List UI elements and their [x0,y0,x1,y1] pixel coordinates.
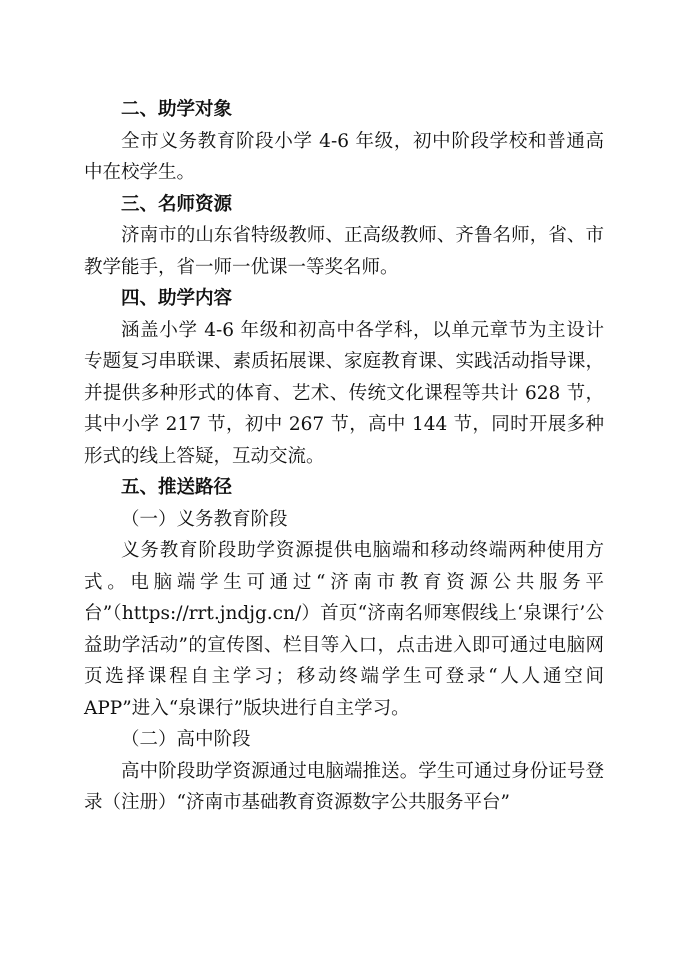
subheading-high-school: （二）高中阶段 [121,729,251,750]
paragraph-assist-content: 涵盖小学 4-6 年级和初高中各学科，以单元章节为主设计专题复习串联课、素质拓展课、家庭教育课、实践活动指导课，并提供多种形式的体育、艺术、传统文化课程等共计 628 节，其中小学 217 节，初中 267 节，高中 144 节，同时开展多种形式的线上答疑，互动交流。 [84,319,604,467]
section-heading-assist-target: 二、助学对象 [121,99,233,120]
paragraph-compulsory-education: 义务教育阶段助学资源提供电脑端和移动终端两种使用方式。电脑端学生可通过“济南市教育资源公共服务平台”（https://rrt.jndjg.cn/）首页“济南名师寒假线上‘泉课行’公益助学活动”的宣传图、栏目等入口，点击进入即可通过电脑网页选择课程自主学习；移动终端学生可登录“人人通空间 APP”进入“泉课行”版块进行自主学习。 [84,540,604,719]
section-heading-delivery-path: 五、推送路径 [121,477,233,498]
document-page [84,94,604,819]
paragraph-assist-target: 全市义务教育阶段小学 4-6 年级，初中阶段学校和普通高中在校学生。 [84,130,604,183]
section-heading-teacher-resources: 三、名师资源 [121,193,233,215]
section-heading-assist-content: 四、助学内容 [121,288,233,309]
subheading-compulsory-education: （一）义务教育阶段 [121,508,288,530]
paragraph-teacher-resources: 济南市的山东省特级教师、正高级教师、齐鲁名师，省、市教学能手，省一师一优课一等奖名师。 [84,225,604,278]
paragraph-high-school: 高中阶段助学资源通过电脑端推送。学生可通过身份证号登录（注册）“济南市基础教育资源数字公共服务平台” [84,760,604,813]
